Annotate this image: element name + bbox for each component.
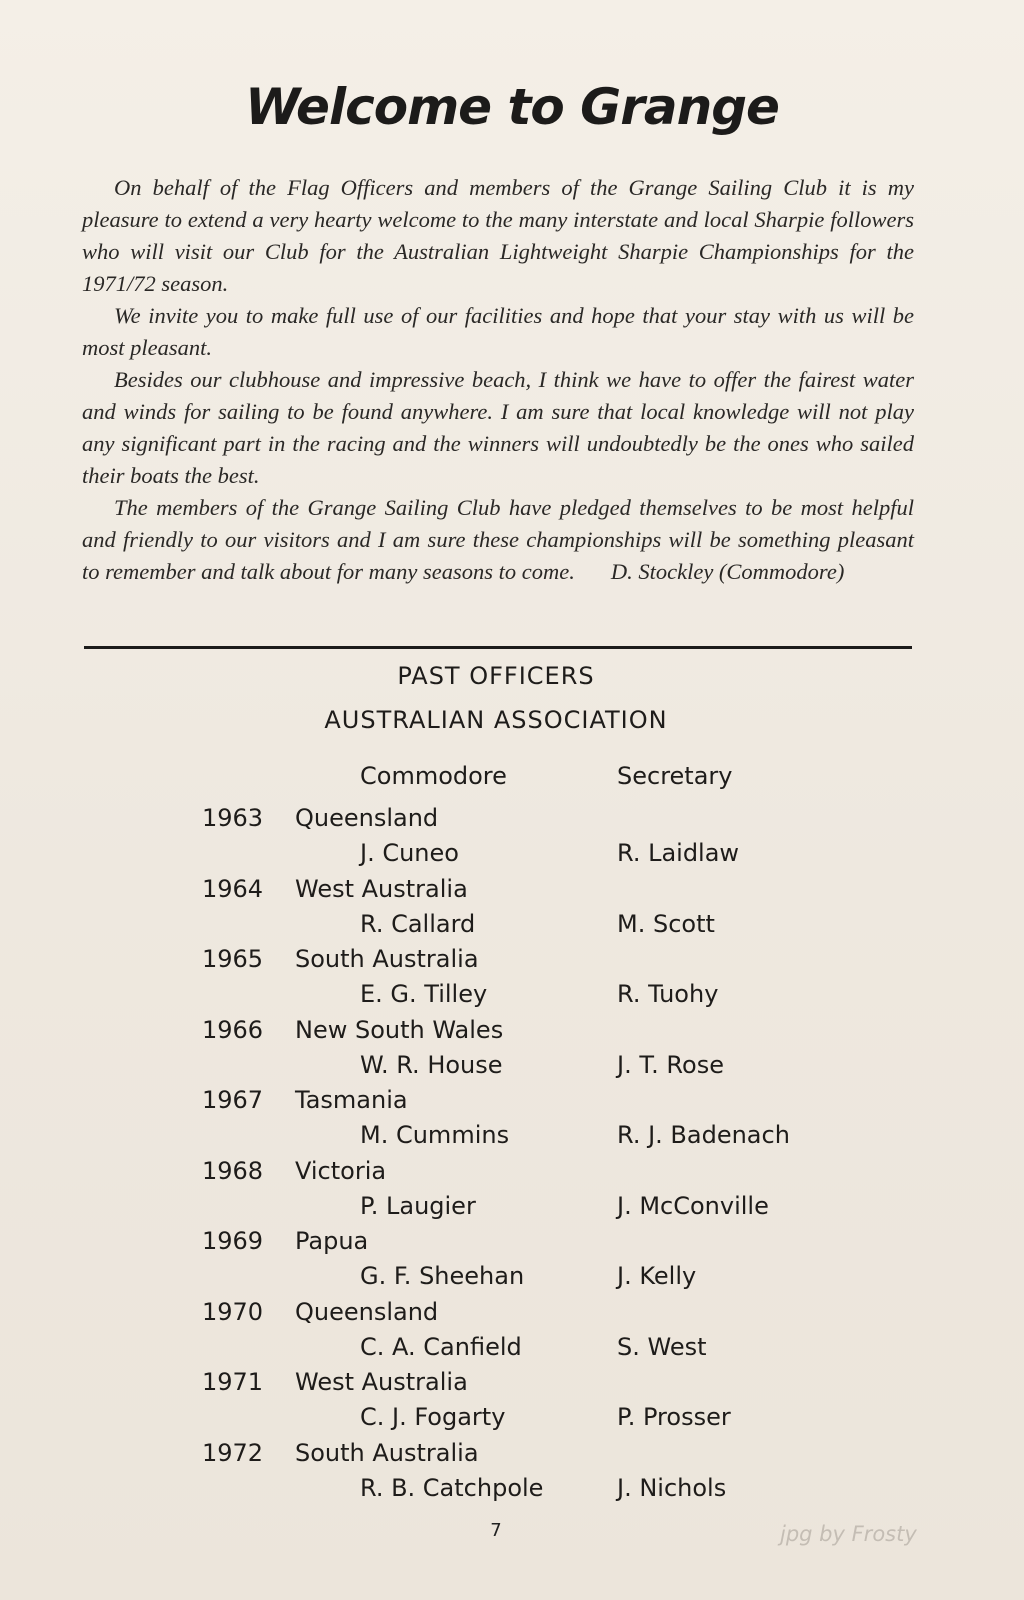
officer-entry (0, 945, 1024, 1016)
commodore-cell: P. Laugier (360, 1191, 476, 1220)
secretary-cell: J. T. Rose (617, 1050, 724, 1079)
commodore-cell: M. Cummins (360, 1121, 510, 1149)
commodore-cell: G. F. Sheehan (360, 1262, 525, 1290)
year-cell: 1963 (202, 804, 264, 832)
secretary-cell: J. Kelly (617, 1262, 697, 1290)
commodore-cell: W. R. House (360, 1050, 503, 1079)
page-number: 7 (490, 1520, 502, 1541)
secretary-cell: S. West (617, 1332, 707, 1361)
commodore-column-header: Commodore (360, 762, 507, 790)
past-officers-list (0, 804, 1024, 1509)
past-officers-heading: PAST OFFICERS (397, 662, 595, 690)
officer-entry (0, 804, 1024, 875)
year-cell: 1970 (202, 1297, 264, 1326)
commodore-cell: E. G. Tilley (360, 980, 488, 1008)
association-subheading: AUSTRALIAN ASSOCIATION (324, 706, 668, 734)
state-cell: Queensland (295, 1297, 439, 1326)
watermark: jpg by Frosty (780, 1522, 917, 1546)
state-cell: West Australia (295, 1368, 468, 1396)
state-cell: Papua (295, 1227, 369, 1255)
year-cell: 1964 (202, 874, 264, 903)
commodore-cell: R. Callard (360, 909, 476, 938)
officer-entry (0, 1227, 1024, 1298)
state-cell: Victoria (295, 1156, 387, 1185)
letter-paragraph-last (82, 492, 914, 588)
letter-signature: D. Stockley (Commodore) (610, 559, 845, 584)
secretary-cell: R. J. Badenach (617, 1121, 790, 1149)
letter-paragraph-text: The members of the Grange Sailing Club have pledged themselves to be most helpful and friendly to our visitors and I am sure these championships will be something pleasant to remember and talk about for many seasons to come. (82, 495, 914, 584)
officer-entry (0, 1298, 1024, 1369)
state-cell: South Australia (295, 1438, 479, 1467)
commodore-cell: R. B. Catchpole (360, 1473, 544, 1502)
state-cell: South Australia (295, 945, 479, 973)
secretary-cell: M. Scott (617, 909, 715, 938)
year-cell: 1967 (202, 1086, 264, 1114)
state-cell: West Australia (295, 874, 468, 903)
officer-entry (0, 875, 1024, 946)
letter-paragraph: Besides our clubhouse and impressive beach, I think we have to offer the fairest water and winds for sailing to be found anywhere. I am sure that local knowledge will not play any significant part in the racing and the winners will undoubtedly be the ones who sailed their boats the best. (82, 367, 914, 488)
page-title: Welcome to Grange (245, 78, 779, 136)
section-divider (84, 646, 912, 649)
secretary-cell: R. Tuohy (617, 980, 719, 1008)
secretary-cell: J. Nichols (617, 1473, 727, 1502)
state-cell: Tasmania (295, 1086, 408, 1114)
welcome-letter (82, 172, 914, 588)
year-cell: 1965 (202, 945, 264, 973)
state-cell: New South Wales (295, 1015, 504, 1044)
secretary-cell: P. Prosser (617, 1403, 731, 1431)
secretary-column-header: Secretary (617, 762, 733, 790)
officer-entry (0, 1157, 1024, 1228)
commodore-cell: C. J. Fogarty (360, 1403, 506, 1431)
year-cell: 1971 (202, 1368, 264, 1396)
officer-entry (0, 1439, 1024, 1510)
secretary-cell: J. McConville (617, 1191, 769, 1220)
secretary-cell: R. Laidlaw (617, 839, 740, 867)
letter-paragraph: On behalf of the Flag Officers and members of the Grange Sailing Club it is my pleasure to extend a very hearty welcome to the many interstate and local Sharpie followers who will visit our Club for the Australian Lightweight Sharpie Championships for the 1971/72 season. (82, 175, 914, 296)
year-cell: 1968 (202, 1156, 264, 1185)
year-cell: 1966 (202, 1015, 264, 1044)
commodore-cell: C. A. Canfield (360, 1332, 522, 1361)
state-cell: Queensland (295, 804, 439, 832)
officer-entry (0, 1086, 1024, 1157)
commodore-cell: J. Cuneo (360, 839, 459, 867)
year-cell: 1969 (202, 1227, 264, 1255)
year-cell: 1972 (202, 1438, 264, 1467)
officer-entry (0, 1368, 1024, 1439)
letter-paragraph: We invite you to make full use of our facilities and hope that your stay with us will be most pleasant. (82, 303, 914, 360)
officer-entry (0, 1016, 1024, 1087)
